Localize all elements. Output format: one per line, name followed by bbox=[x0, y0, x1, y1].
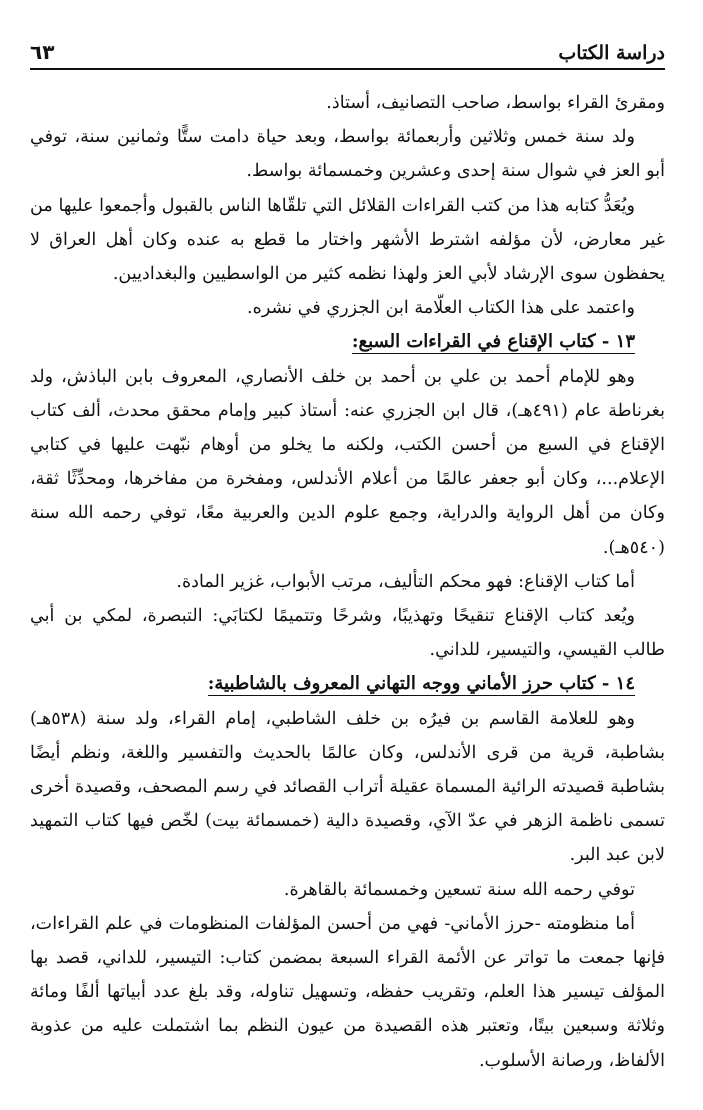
paragraph-birth-death: ولد سنة خمس وثلاثين وأربعمائة بواسط، وبعد حياة دامت ستًّا وثمانين سنة، توفي أبو العز في شوال سنة إحدى وعشرين وخمسمائة بواسط. bbox=[30, 127, 665, 182]
section-heading-14-text: ١٤ - كتاب حرز الأماني ووجه التهاني المعروف بالشاطبية: bbox=[207, 673, 635, 695]
running-header bbox=[30, 36, 665, 70]
paragraph-iqna-revision: ويُعد كتاب الإقناع تنقيحًا وتهذيبًا، وشرحًا وتتميمًا لكتابَي: التبصرة، لمكي بن أبي طالب القيسي، والتيسير، للداني. bbox=[30, 606, 665, 661]
paragraph-shatibi-author: وهو للعلامة القاسم بن فيرُه بن خلف الشاطبي، إمام القراء، ولد سنة (٥٣٨هـ) بشاطبة، قرية من قرى الأندلس، وكان عالمًا بالحديث والتفسير واللغة، ونظم أيضًا بشاطبة قصيدته الرائية المسماة عقيلة أتراب القصائد في رسم المصحف، وقصيدة أخرى تسمى ناظمة الزهر في عدّ الآي، وقصيدة دالية (خمسمائة بيت) لخّص فيها كتاب التمهيد لابن عبد البر. bbox=[30, 708, 665, 866]
paragraph-book-reception: ويُعَدُّ كتابه هذا من كتب القراءات القلائل التي تلقّاها الناس بالقبول وأجمعوا عليها من غير معارض، لأن مؤلفه اشترط الأشهر واختار ما قطع به عنده وكان أهل العراق لا يحفظون سوى الإرشاد لأبي العز ولهذا نظمه كثير من الواسطيين والبغداديين. bbox=[30, 195, 665, 285]
paragraph-ibn-jazari: واعتمد على هذا الكتاب العلّامة ابن الجزري في نشره. bbox=[247, 298, 635, 319]
paragraph-shatibi-death: توفي رحمه الله سنة تسعين وخمسمائة بالقاهرة. bbox=[283, 879, 635, 900]
page-number: ٦٣ bbox=[30, 40, 55, 64]
page-body bbox=[30, 86, 665, 1078]
paragraph-iqna-quality: أما كتاب الإقناع: فهو محكم التأليف، مرتب الأبواب، غزير المادة. bbox=[176, 571, 635, 592]
book-page bbox=[30, 36, 665, 1090]
paragraph-continuation: ومقرئ القراء بواسط، صاحب التصانيف، أستاذ. bbox=[326, 93, 665, 113]
paragraph-hirz-description: أما منظومته -حرز الأماني- فهي من أحسن المؤلفات المنظومات في علم القراءات، فإنها جمعت ما تواتر عن الأئمة القراء السبعة بمضمن كتاب: التيسير، للداني، قصد بها المؤلف تيسير هذا العلم، وتقريب حفظه، وتسهيل تناوله، وقد بلغ عدد أبياتها ألفًا ومائة وثلاثة وسبعين بيتًا، وتعتبر هذه القصيدة من عيون النظم بما اشتملت عليه من عذوبة الألفاظ، ورصانة الأسلوب. bbox=[30, 913, 665, 1071]
section-heading-13 bbox=[30, 325, 665, 359]
section-heading-13-text: ١٣ - كتاب الإقناع في القراءات السبع: bbox=[351, 331, 635, 353]
running-title: دراسة الكتاب bbox=[558, 42, 665, 64]
paragraph-iqna-author: وهو للإمام أحمد بن علي بن أحمد بن خلف الأنصاري، المعروف بابن الباذش، ولد بغرناطة عام (٤٩١هـ)، قال ابن الجزري عنه: أستاذ كبير وإمام محقق محدث، ألف كتاب الإقناع في السبع من أحسن الكتب، ولكنه ما يخلو من أوهام نبّهت عليها في كتابي الإعلام...، وكان أبو جعفر عالمًا من أعلام الأندلس، ومفخرة من مفاخرها، ومحدِّثًا ثقة، وكان من أهل الرواية والدراية، وجمع علوم الدين والعربية معًا، توفي رحمه الله سنة (٥٤٠هـ). bbox=[30, 366, 665, 558]
section-heading-14 bbox=[30, 667, 665, 701]
